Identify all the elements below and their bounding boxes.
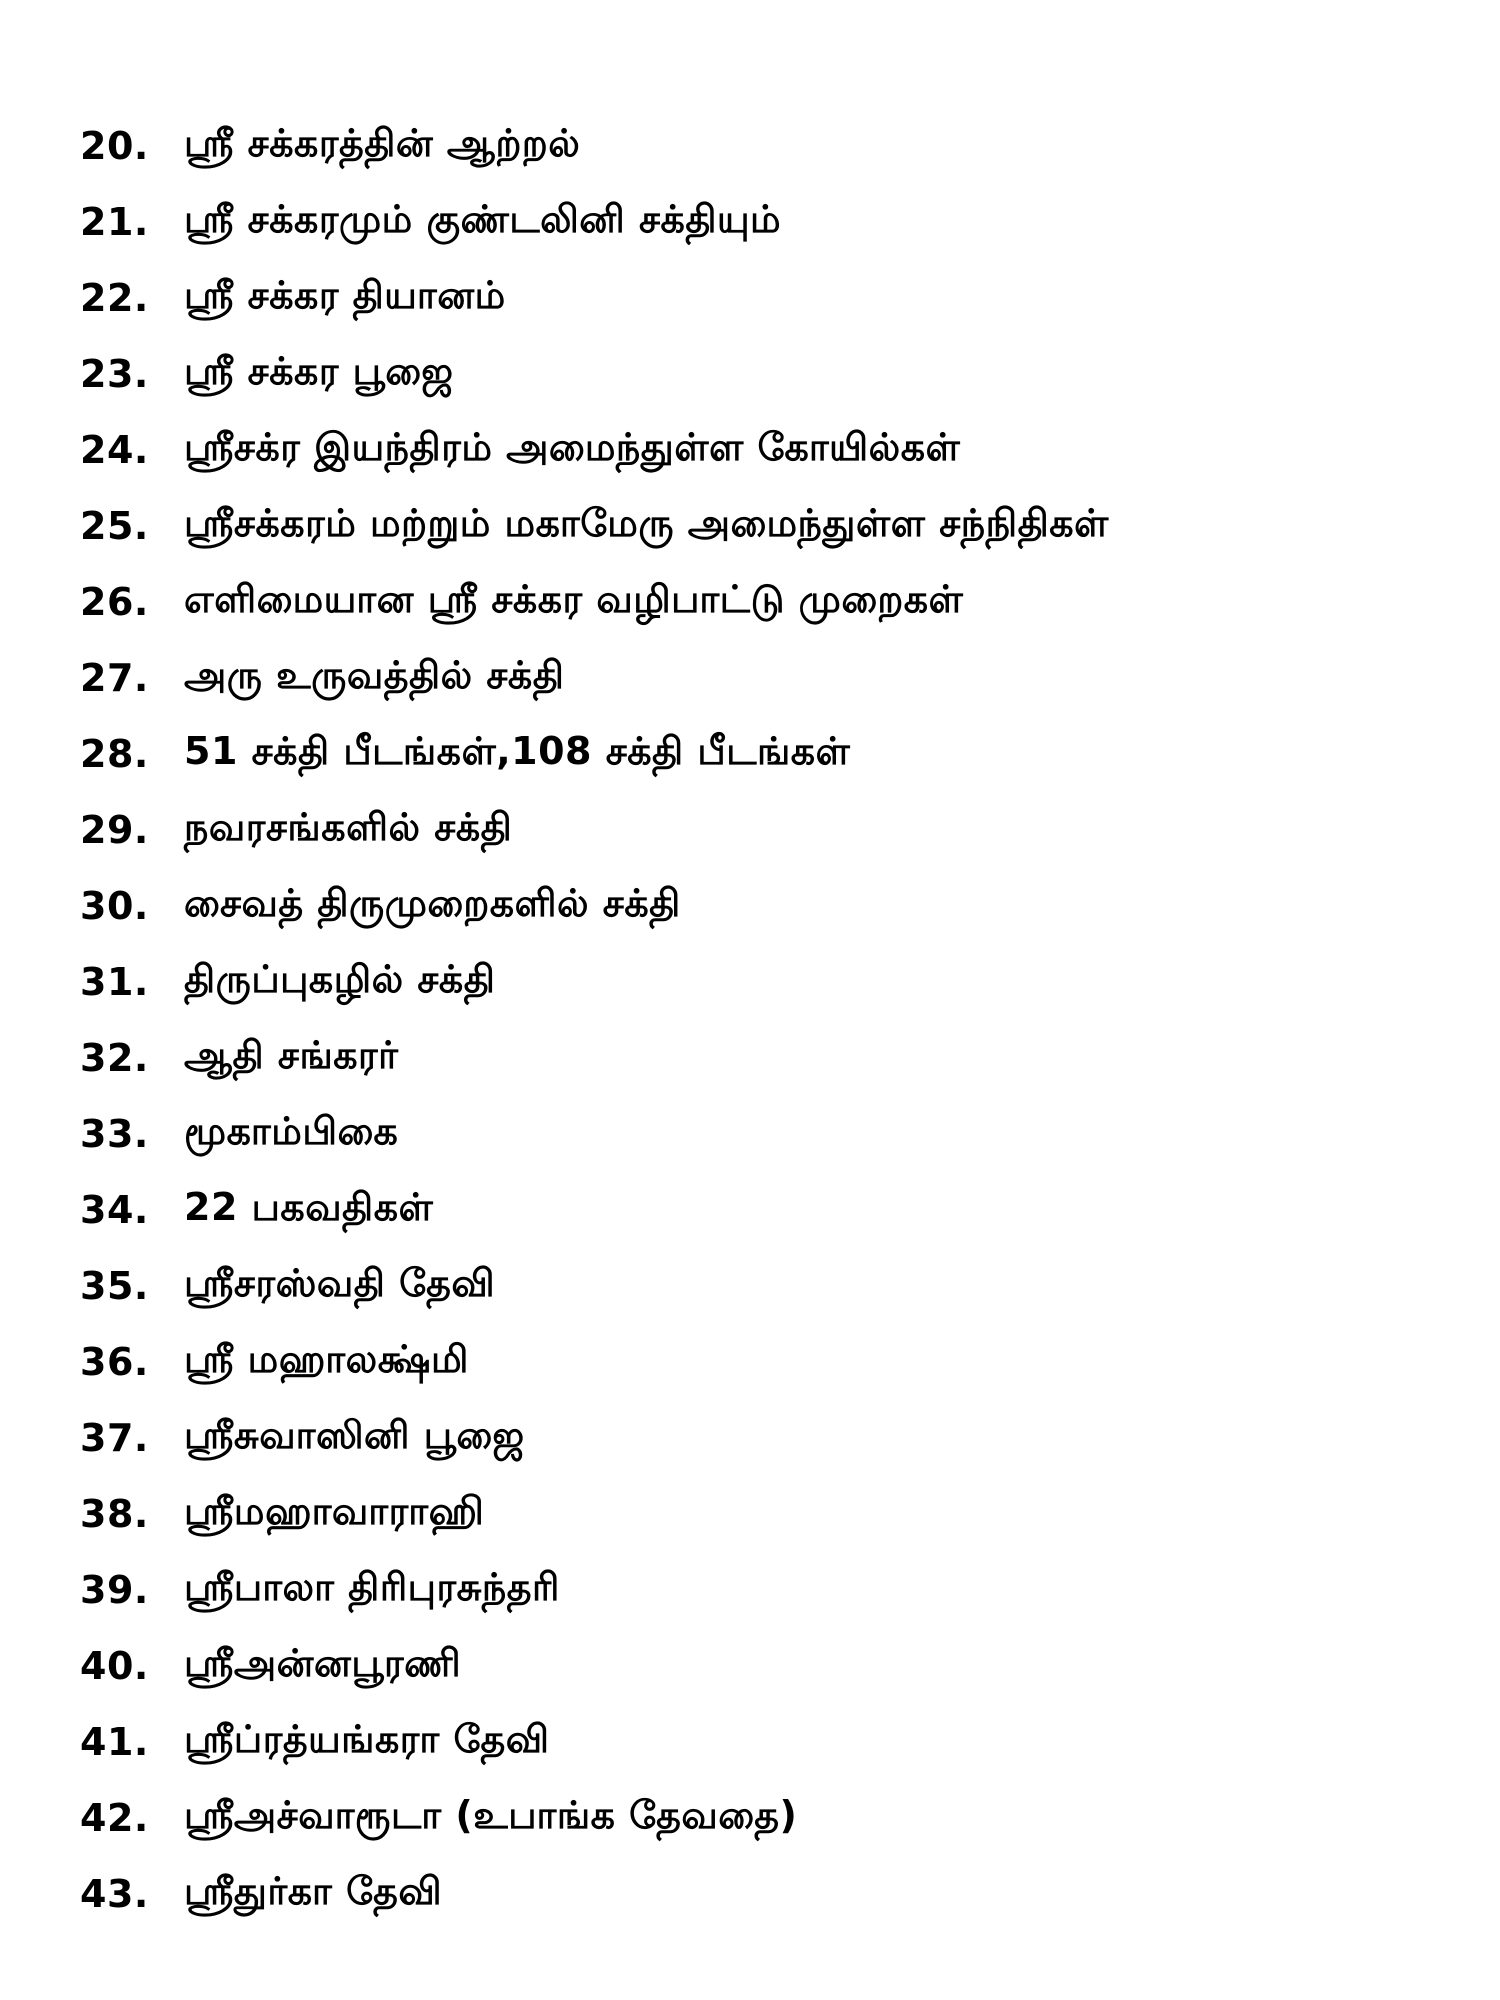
item-title: ஸ்ரீ சக்கர தியானம் bbox=[184, 273, 506, 317]
item-title: 51 சக்தி பீடங்கள்,108 சக்தி பீடங்கள் bbox=[184, 729, 851, 773]
item-title: ஸ்ரீமஹாவாராஹி bbox=[184, 1489, 485, 1533]
list-item bbox=[80, 1704, 1460, 1780]
list-item bbox=[80, 1096, 1460, 1172]
list-item bbox=[80, 412, 1460, 488]
item-title: மூகாம்பிகை bbox=[184, 1109, 399, 1153]
item-title: அரு உருவத்தில் சக்தி bbox=[184, 653, 565, 697]
item-number: 23. bbox=[80, 352, 149, 396]
list-item bbox=[80, 1400, 1460, 1476]
item-number: 34. bbox=[80, 1188, 149, 1232]
list-item bbox=[80, 184, 1460, 260]
item-title: ஸ்ரீபாலா திரிபுரசுந்தரி bbox=[184, 1565, 560, 1609]
list-item bbox=[80, 108, 1460, 184]
item-number: 25. bbox=[80, 504, 149, 548]
item-title: ஸ்ரீசுவாஸினி பூஜை bbox=[184, 1413, 525, 1457]
item-number: 33. bbox=[80, 1112, 149, 1156]
item-title: ஸ்ரீ சக்கர பூஜை bbox=[184, 349, 454, 393]
list-item bbox=[80, 716, 1460, 792]
item-number: 28. bbox=[80, 732, 149, 776]
item-number: 24. bbox=[80, 428, 149, 472]
item-number: 31. bbox=[80, 960, 149, 1004]
item-title: சைவத் திருமுறைகளில் சக்தி bbox=[184, 881, 681, 925]
item-title: நவரசங்களில் சக்தி bbox=[184, 805, 513, 849]
item-number: 38. bbox=[80, 1492, 149, 1536]
list-item bbox=[80, 944, 1460, 1020]
item-number: 26. bbox=[80, 580, 149, 624]
list-item bbox=[80, 1248, 1460, 1324]
item-title: 22 பகவதிகள் bbox=[184, 1185, 434, 1229]
item-title: ஸ்ரீஅன்னபூரணி bbox=[184, 1641, 462, 1685]
item-number: 30. bbox=[80, 884, 149, 928]
list-item bbox=[80, 1172, 1460, 1248]
item-title: திருப்புகழில் சக்தி bbox=[184, 957, 496, 1001]
list-item bbox=[80, 868, 1460, 944]
item-title: ஸ்ரீசக்ர இயந்திரம் அமைந்துள்ள கோயில்கள் bbox=[184, 425, 961, 469]
item-number: 42. bbox=[80, 1796, 149, 1840]
contents-list bbox=[80, 108, 1460, 1932]
item-title: ஸ்ரீ சக்கரமும் குண்டலினி சக்தியும் bbox=[184, 197, 782, 241]
item-number: 27. bbox=[80, 656, 149, 700]
item-title: ஸ்ரீசக்கரம் மற்றும் மகாமேரு அமைந்துள்ள சந்நிதிகள் bbox=[184, 501, 1109, 545]
item-title: ஸ்ரீ சக்கரத்தின் ஆற்றல் bbox=[184, 121, 581, 165]
list-item bbox=[80, 260, 1460, 336]
list-item bbox=[80, 1552, 1460, 1628]
item-title: ஸ்ரீப்ரத்யங்கரா தேவி bbox=[184, 1717, 550, 1761]
item-number: 41. bbox=[80, 1720, 149, 1764]
item-number: 36. bbox=[80, 1340, 149, 1384]
item-title: ஸ்ரீசரஸ்வதி தேவி bbox=[184, 1261, 496, 1305]
item-number: 22. bbox=[80, 276, 149, 320]
item-number: 32. bbox=[80, 1036, 149, 1080]
list-item bbox=[80, 1628, 1460, 1704]
item-number: 43. bbox=[80, 1872, 149, 1916]
item-title: ஆதி சங்கரர் bbox=[184, 1033, 399, 1077]
item-number: 20. bbox=[80, 124, 149, 168]
list-item bbox=[80, 1476, 1460, 1552]
item-number: 29. bbox=[80, 808, 149, 852]
item-number: 37. bbox=[80, 1416, 149, 1460]
item-title: எளிமையான ஸ்ரீ சக்கர வழிபாட்டு முறைகள் bbox=[184, 577, 964, 621]
list-item bbox=[80, 564, 1460, 640]
item-number: 21. bbox=[80, 200, 149, 244]
item-number: 35. bbox=[80, 1264, 149, 1308]
list-item bbox=[80, 488, 1460, 564]
list-item bbox=[80, 1856, 1460, 1932]
item-title: ஸ்ரீஅச்வாரூடா (உபாங்க தேவதை) bbox=[184, 1793, 798, 1837]
list-item bbox=[80, 1020, 1460, 1096]
list-item bbox=[80, 792, 1460, 868]
list-item bbox=[80, 336, 1460, 412]
list-item bbox=[80, 640, 1460, 716]
item-title: ஸ்ரீ மஹாலக்ஷ்மி bbox=[184, 1337, 469, 1381]
list-item bbox=[80, 1324, 1460, 1400]
list-item bbox=[80, 1780, 1460, 1856]
item-number: 40. bbox=[80, 1644, 149, 1688]
item-title: ஸ்ரீதுர்கா தேவி bbox=[184, 1869, 443, 1913]
item-number: 39. bbox=[80, 1568, 149, 1612]
